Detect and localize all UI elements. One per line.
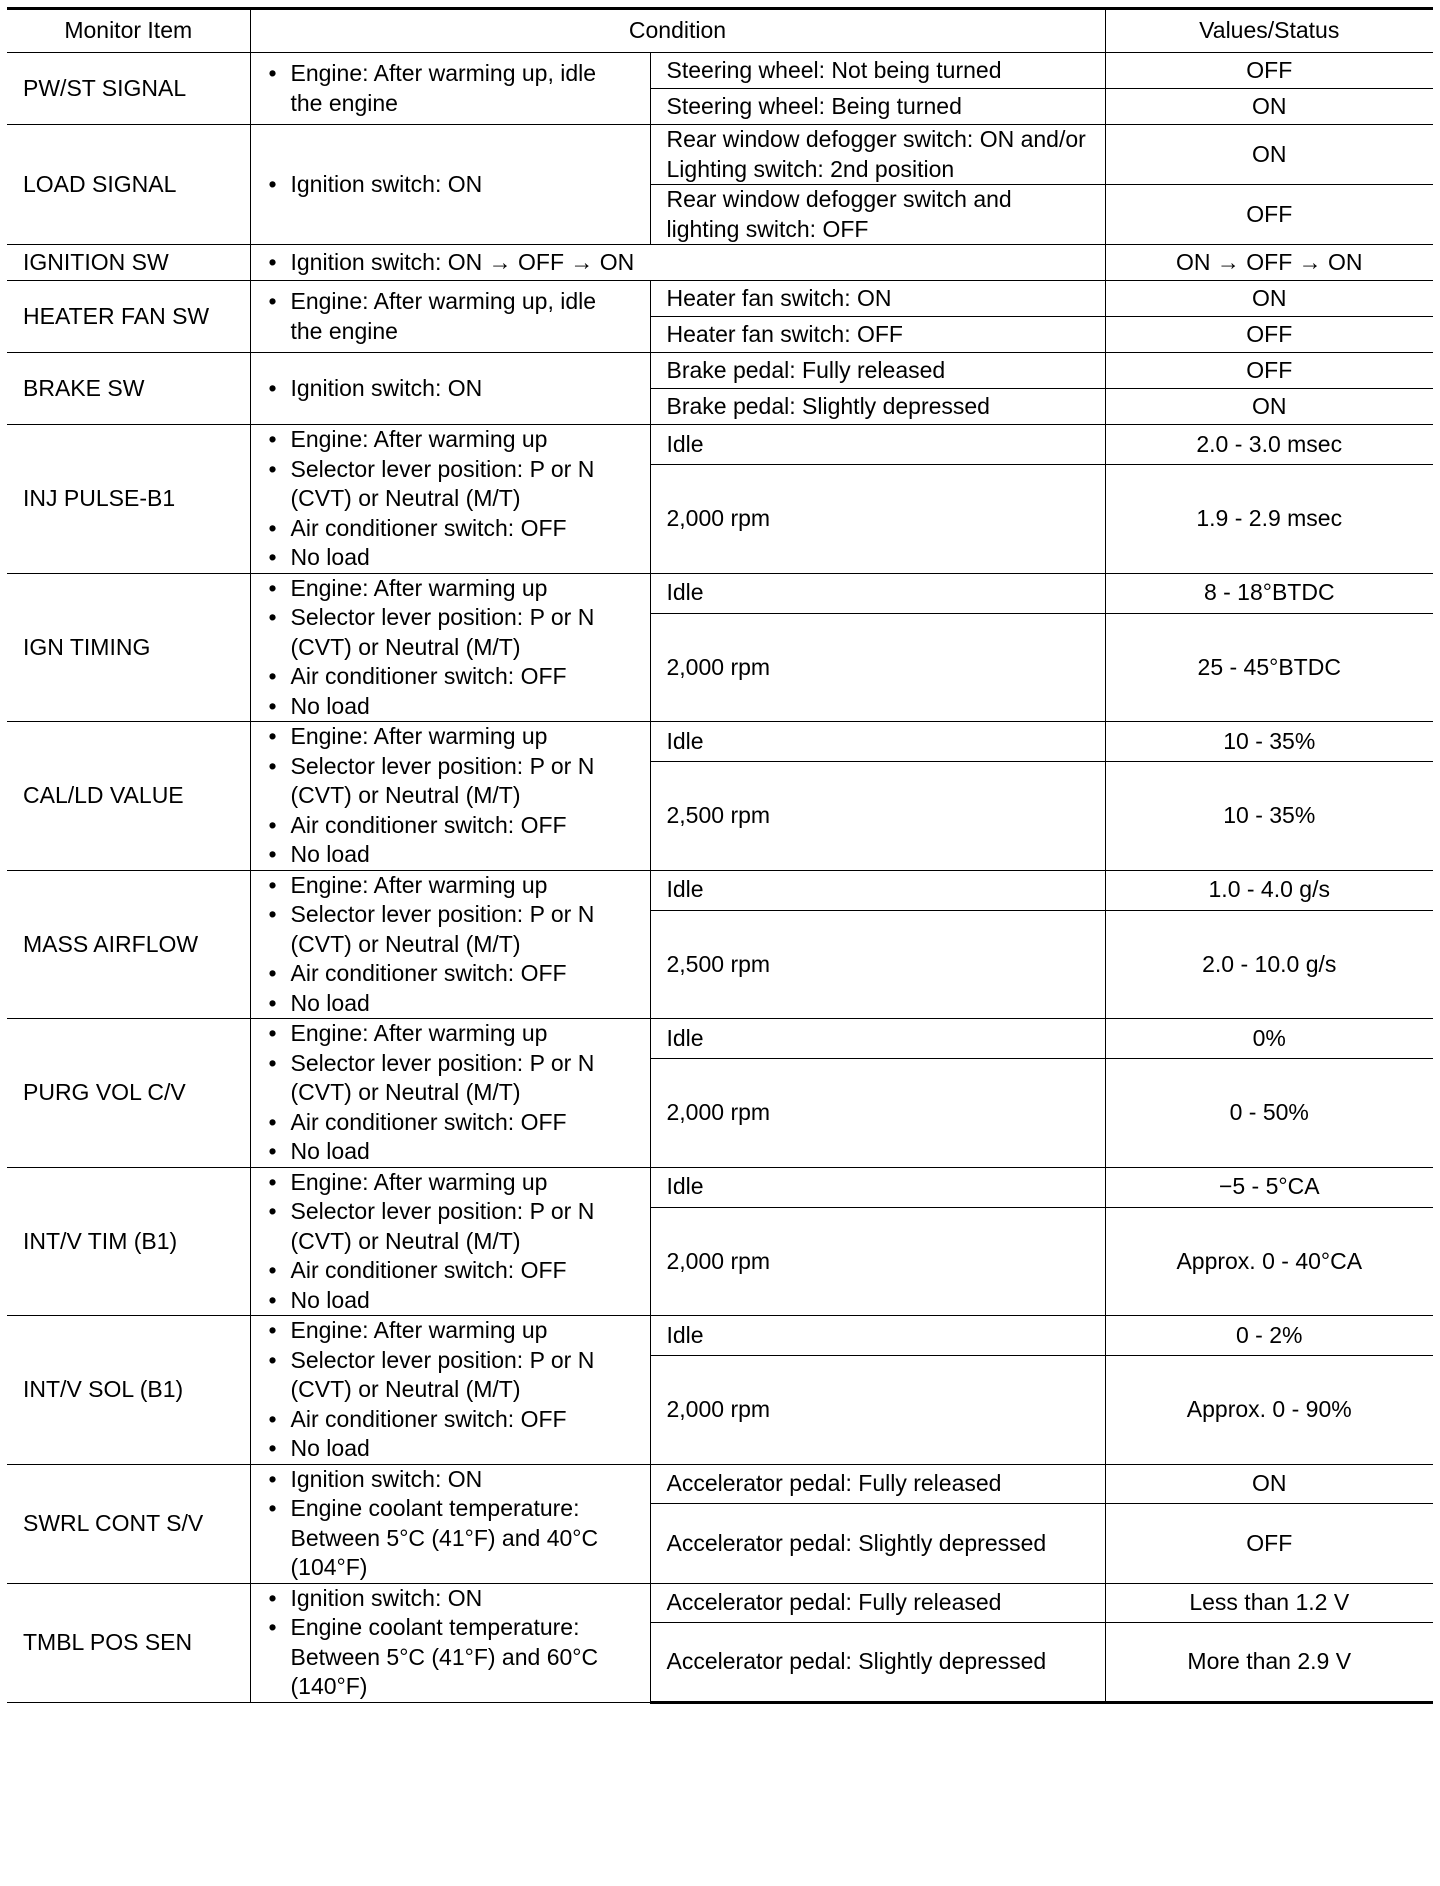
sub-condition-cell: Accelerator pedal: Slightly depressed	[650, 1623, 1105, 1702]
value-cell: Approx. 0 - 90%	[1105, 1356, 1433, 1464]
condition-bullet: • Air conditioner switch: OFF	[267, 1405, 634, 1435]
value-cell: 10 - 35%	[1105, 722, 1433, 762]
sub-condition-cell: Rear window defogger switch: ON and/or Lighting switch: 2nd position	[650, 125, 1105, 185]
table-row	[7, 573, 1433, 613]
sub-condition-cell: Heater fan switch: ON	[650, 281, 1105, 317]
sub-condition-cell: 2,000 rpm	[650, 1207, 1105, 1315]
monitor-item-cell: SWRL CONT S/V	[7, 1464, 250, 1583]
condition-cell	[250, 245, 1105, 281]
value-cell: 8 - 18°BTDC	[1105, 573, 1433, 613]
sub-condition-cell: Accelerator pedal: Fully released	[650, 1464, 1105, 1504]
value-cell: 0 - 2%	[1105, 1316, 1433, 1356]
condition-bullet: • No load	[267, 1137, 634, 1167]
condition-cell	[250, 1167, 650, 1316]
sub-condition-cell: 2,000 rpm	[650, 1059, 1105, 1167]
header-condition: Condition	[250, 9, 1105, 53]
condition-bullet: • Ignition switch: ON → OFF → ON	[267, 248, 1089, 278]
monitor-item-cell: IGN TIMING	[7, 573, 250, 722]
condition-bullet: • Engine: After warming up	[267, 722, 634, 752]
condition-bullet: • Air conditioner switch: OFF	[267, 514, 634, 544]
condition-bullet: • Ignition switch: ON	[267, 374, 634, 404]
condition-list	[267, 1465, 634, 1583]
sub-condition-cell: Accelerator pedal: Slightly depressed	[650, 1504, 1105, 1583]
condition-bullet: • Selector lever position: P or N (CVT) or Neutral (M/T)	[267, 603, 634, 662]
value-cell: OFF	[1105, 1504, 1433, 1583]
condition-bullet: • Engine: After warming up, idle the engine	[267, 287, 634, 346]
condition-list	[267, 287, 634, 346]
condition-bullet: • Air conditioner switch: OFF	[267, 1256, 634, 1286]
monitor-item-cell: TMBL POS SEN	[7, 1583, 250, 1702]
condition-cell	[250, 53, 650, 125]
sub-condition-cell: Steering wheel: Being turned	[650, 89, 1105, 125]
condition-list	[267, 170, 634, 200]
value-cell: ON → OFF → ON	[1105, 245, 1433, 281]
value-cell: OFF	[1105, 185, 1433, 245]
monitor-item-cell: INT/V SOL (B1)	[7, 1316, 250, 1465]
sub-condition-cell: Idle	[650, 573, 1105, 613]
sub-condition-cell: Idle	[650, 870, 1105, 910]
condition-cell	[250, 1583, 650, 1702]
condition-bullet: • Air conditioner switch: OFF	[267, 1108, 634, 1138]
value-cell: Approx. 0 - 40°CA	[1105, 1207, 1433, 1315]
monitor-table-sheet	[7, 7, 1433, 1704]
table-row	[7, 722, 1433, 762]
condition-bullet: • Selector lever position: P or N (CVT) or Neutral (M/T)	[267, 752, 634, 811]
value-cell: OFF	[1105, 53, 1433, 89]
condition-bullet: • No load	[267, 989, 634, 1019]
sub-condition-cell: Heater fan switch: OFF	[650, 317, 1105, 353]
monitor-item-cell: CAL/LD VALUE	[7, 722, 250, 871]
condition-cell	[250, 573, 650, 722]
table-row	[7, 53, 1433, 89]
table-row	[7, 281, 1433, 317]
condition-bullet: • No load	[267, 840, 634, 870]
monitor-item-cell: INJ PULSE-B1	[7, 425, 250, 574]
condition-cell	[250, 1019, 650, 1168]
table-row	[7, 1167, 1433, 1207]
value-cell: 2.0 - 10.0 g/s	[1105, 910, 1433, 1018]
header-values-status: Values/Status	[1105, 9, 1433, 53]
table-row	[7, 125, 1433, 185]
condition-list	[267, 574, 634, 722]
table-row	[7, 1583, 1433, 1623]
sub-condition-cell: 2,500 rpm	[650, 762, 1105, 870]
header-row	[7, 9, 1433, 53]
condition-list	[267, 59, 634, 118]
condition-cell	[250, 1316, 650, 1465]
condition-cell	[250, 1464, 650, 1583]
monitor-item-cell: PW/ST SIGNAL	[7, 53, 250, 125]
condition-list	[267, 1168, 634, 1316]
condition-bullet: • Air conditioner switch: OFF	[267, 811, 634, 841]
sub-condition-cell: Idle	[650, 1316, 1105, 1356]
condition-bullet: • Engine: After warming up	[267, 1019, 634, 1049]
sub-condition-cell: 2,000 rpm	[650, 613, 1105, 721]
condition-bullet: • Air conditioner switch: OFF	[267, 959, 634, 989]
value-cell: 25 - 45°BTDC	[1105, 613, 1433, 721]
condition-bullet: • Engine: After warming up	[267, 425, 634, 455]
condition-list	[267, 1316, 634, 1464]
monitor-item-cell: HEATER FAN SW	[7, 281, 250, 353]
monitor-item-cell: MASS AIRFLOW	[7, 870, 250, 1019]
sub-condition-cell: 2,000 rpm	[650, 1356, 1105, 1464]
sub-condition-cell: Accelerator pedal: Fully released	[650, 1583, 1105, 1623]
value-cell: Less than 1.2 V	[1105, 1583, 1433, 1623]
value-cell: ON	[1105, 125, 1433, 185]
sub-condition-cell: Idle	[650, 1167, 1105, 1207]
table-row	[7, 1019, 1433, 1059]
condition-bullet: • Ignition switch: ON	[267, 1584, 634, 1614]
value-cell: ON	[1105, 89, 1433, 125]
monitor-item-cell: PURG VOL C/V	[7, 1019, 250, 1168]
condition-bullet: • Selector lever position: P or N (CVT) or Neutral (M/T)	[267, 455, 634, 514]
condition-cell	[250, 281, 650, 353]
value-cell: More than 2.9 V	[1105, 1623, 1433, 1702]
condition-bullet: • Selector lever position: P or N (CVT) or Neutral (M/T)	[267, 900, 634, 959]
value-cell: ON	[1105, 389, 1433, 425]
sub-condition-cell: 2,000 rpm	[650, 465, 1105, 573]
sub-condition-cell: Idle	[650, 1019, 1105, 1059]
condition-bullet: • Ignition switch: ON	[267, 170, 634, 200]
monitor-item-cell: INT/V TIM (B1)	[7, 1167, 250, 1316]
value-cell: 0 - 50%	[1105, 1059, 1433, 1167]
value-cell: ON	[1105, 281, 1433, 317]
table-row	[7, 1464, 1433, 1504]
condition-bullet: • No load	[267, 543, 634, 573]
condition-bullet: • Engine: After warming up, idle the engine	[267, 59, 634, 118]
condition-bullet: • Engine: After warming up	[267, 574, 634, 604]
value-cell: 1.0 - 4.0 g/s	[1105, 870, 1433, 910]
condition-list	[267, 1019, 634, 1167]
value-cell: 0%	[1105, 1019, 1433, 1059]
header-monitor-item: Monitor Item	[7, 9, 250, 53]
condition-bullet: • Engine coolant temperature: Between 5°C (41°F) and 40°C (104°F)	[267, 1494, 634, 1583]
condition-bullet: • No load	[267, 1286, 634, 1316]
condition-bullet: • Selector lever position: P or N (CVT) or Neutral (M/T)	[267, 1346, 634, 1405]
value-cell: −5 - 5°CA	[1105, 1167, 1433, 1207]
condition-bullet: • Ignition switch: ON	[267, 1465, 634, 1495]
condition-list	[267, 722, 634, 870]
value-cell: OFF	[1105, 353, 1433, 389]
monitor-table	[7, 7, 1433, 1704]
value-cell: 1.9 - 2.9 msec	[1105, 465, 1433, 573]
condition-cell	[250, 125, 650, 245]
condition-bullet: • Engine coolant temperature: Between 5°C (41°F) and 60°C (140°F)	[267, 1613, 634, 1702]
sub-condition-cell: Idle	[650, 425, 1105, 465]
sub-condition-cell: Idle	[650, 722, 1105, 762]
condition-list	[267, 1584, 634, 1702]
sub-condition-cell: Rear window defogger switch and lighting switch: OFF	[650, 185, 1105, 245]
value-cell: 2.0 - 3.0 msec	[1105, 425, 1433, 465]
value-cell: OFF	[1105, 317, 1433, 353]
sub-condition-cell: Steering wheel: Not being turned	[650, 53, 1105, 89]
condition-bullet: • Selector lever position: P or N (CVT) or Neutral (M/T)	[267, 1197, 634, 1256]
condition-list	[267, 248, 1089, 278]
condition-bullet: • Engine: After warming up	[267, 1168, 634, 1198]
table-row	[7, 353, 1433, 389]
sub-condition-cell: Brake pedal: Slightly depressed	[650, 389, 1105, 425]
table-row	[7, 245, 1433, 281]
condition-list	[267, 871, 634, 1019]
value-cell: ON	[1105, 1464, 1433, 1504]
sub-condition-cell: 2,500 rpm	[650, 910, 1105, 1018]
monitor-item-cell: LOAD SIGNAL	[7, 125, 250, 245]
condition-list	[267, 374, 634, 404]
monitor-item-cell: BRAKE SW	[7, 353, 250, 425]
table-body	[7, 53, 1433, 1703]
condition-bullet: • No load	[267, 1434, 634, 1464]
sub-condition-cell: Brake pedal: Fully released	[650, 353, 1105, 389]
condition-cell	[250, 425, 650, 574]
table-row	[7, 425, 1433, 465]
condition-bullet: • Engine: After warming up	[267, 1316, 634, 1346]
table-row	[7, 870, 1433, 910]
condition-bullet: • Air conditioner switch: OFF	[267, 662, 634, 692]
condition-list	[267, 425, 634, 573]
value-cell: 10 - 35%	[1105, 762, 1433, 870]
monitor-item-cell: IGNITION SW	[7, 245, 250, 281]
condition-cell	[250, 870, 650, 1019]
condition-cell	[250, 722, 650, 871]
condition-bullet: • Engine: After warming up	[267, 871, 634, 901]
condition-bullet: • No load	[267, 692, 634, 722]
condition-cell	[250, 353, 650, 425]
condition-bullet: • Selector lever position: P or N (CVT) or Neutral (M/T)	[267, 1049, 634, 1108]
table-row	[7, 1316, 1433, 1356]
